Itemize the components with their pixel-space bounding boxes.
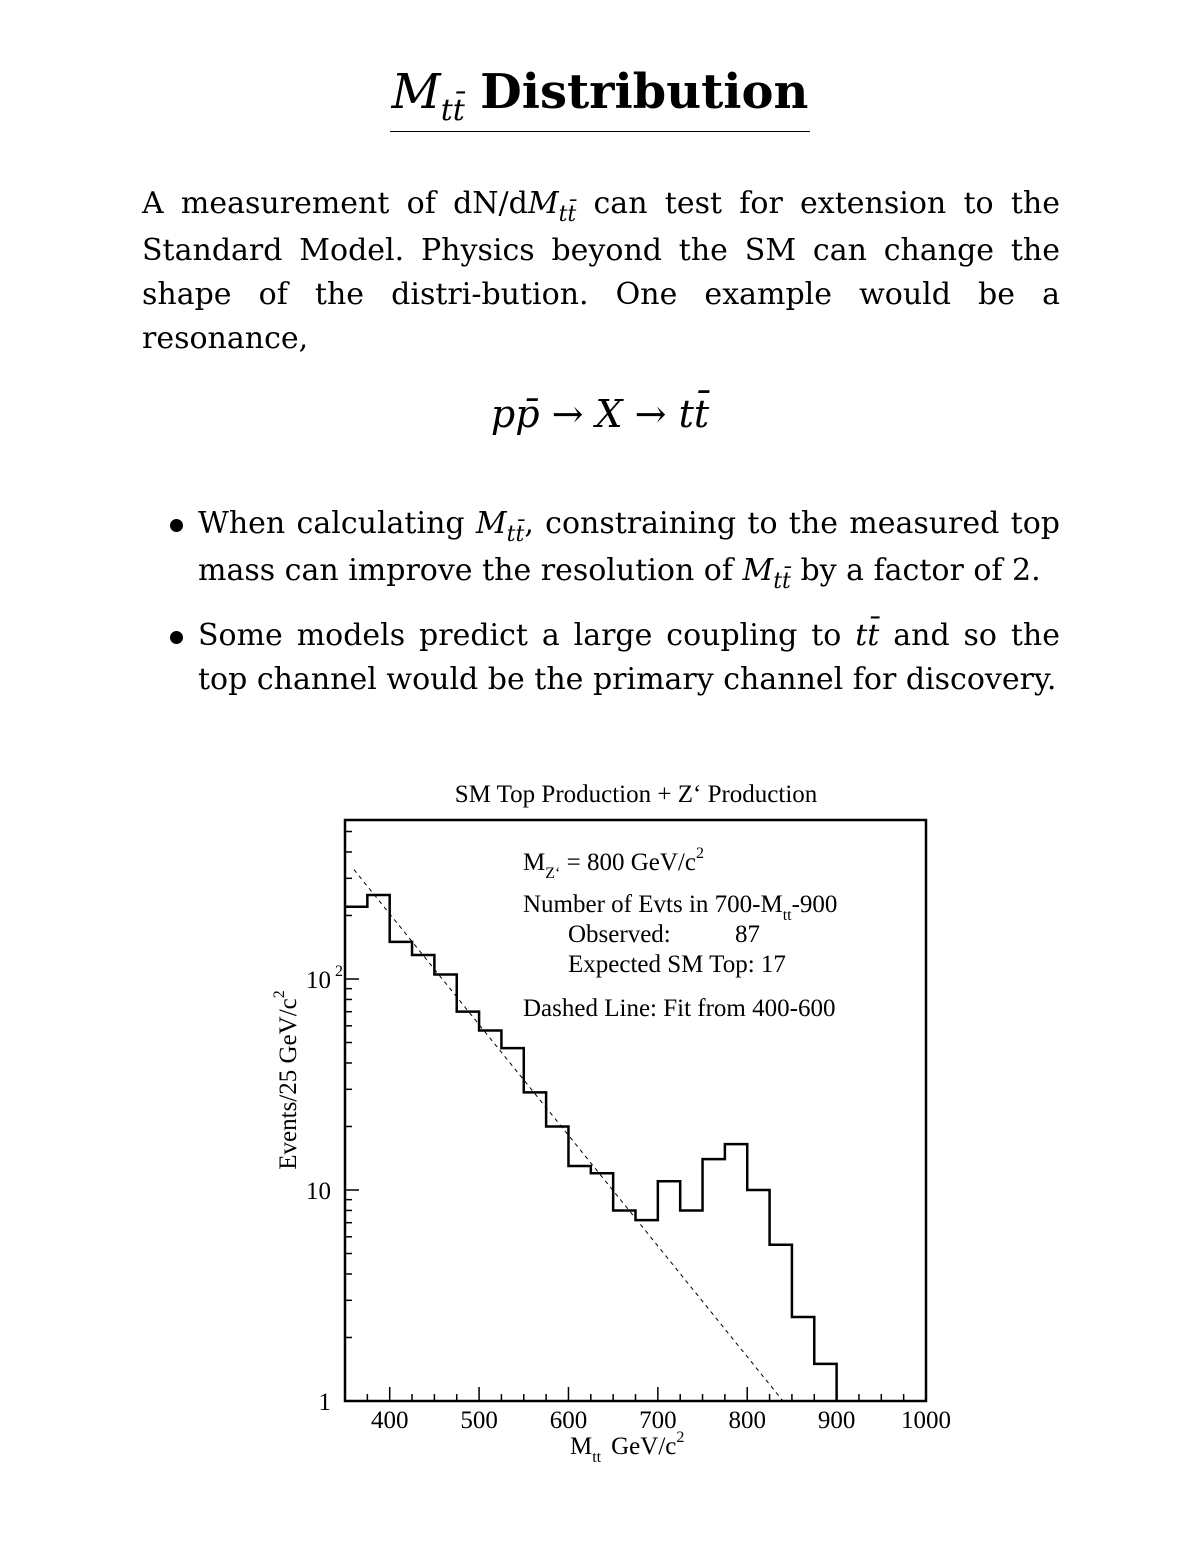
y-tick-label: 10 $^2$ [306, 963, 343, 994]
y-tick-labels [306, 963, 343, 1416]
dashed-line-note: Dashed Line: Fit from 400-600 [523, 995, 836, 1022]
x-tick-label: 400 [370, 1407, 409, 1434]
bullet-1-part-a: When calculating [198, 506, 476, 541]
intro-subscript: tt̄ [558, 202, 577, 227]
bullet-item [170, 502, 1060, 596]
title-symbol: M [391, 64, 441, 120]
resonance-equation: pp̄ → X → tt̄ [490, 392, 710, 436]
x-axis-label: $M_{tt}$ GeV/$c^2$ [570, 1429, 685, 1466]
annotation-box [523, 845, 837, 1022]
intro-paragraph [142, 182, 1060, 361]
bullet-item [170, 614, 1060, 702]
bullet-1-symbol-2: $M_{tt̄}$ [742, 553, 791, 594]
evts-annotation: Number of Evts in $700-M_{tt}-900$ [523, 891, 838, 924]
bullet-dot-icon [170, 631, 183, 644]
intro-symbol: M [527, 186, 559, 221]
y-tick-label: 1 [318, 1389, 331, 1416]
x-tick-label: 700 [639, 1407, 677, 1434]
x-tick-labels [371, 1407, 951, 1434]
bullet-dot-icon [170, 519, 183, 532]
bullet-1-part-c: by a factor of 2. [790, 553, 1041, 588]
title-subscript: tt̄ [440, 93, 465, 128]
bullet-2-part-a: Some models predict a large coupling to [198, 618, 856, 653]
x-tick-label: 800 [728, 1407, 766, 1434]
observed-value: 87 [735, 921, 760, 948]
intro-part-2: can test for extension to the Standard Model. Physics beyond the SM can change the shape of the distri-bution. One example would be a resonance, [142, 186, 1060, 356]
bullet-2-symbol: tt̄ [855, 618, 880, 653]
x-tick-label: 600 [549, 1407, 588, 1434]
page-title [0, 62, 1200, 132]
bullet-2-part-c: and so the top channel would be the primary channel for discovery. [198, 618, 1060, 697]
intro-part-1: A measurement of dN/d [142, 186, 528, 221]
mass-annotation: $M_{Z‘} = 800$ GeV/$c^2$ [523, 845, 704, 882]
bullet-1-symbol-1: $M_{tt̄}$ [475, 506, 525, 547]
x-tick-label: 500 [460, 1407, 498, 1434]
y-axis-label: Events/25 GeV/$c^2$ [271, 990, 302, 1170]
observed-label: Observed: [568, 921, 671, 948]
expected-annotation: Expected SM Top: 17 [568, 951, 786, 978]
title-text: Distribution [480, 64, 809, 120]
bullet-list [170, 502, 1060, 720]
chart-title: SM Top Production + Z‘ Production [454, 781, 818, 808]
x-tick-label: 1000 [901, 1407, 951, 1434]
mtt-histogram-chart [0, 760, 1200, 1500]
y-tick-label: 10 [306, 1178, 331, 1205]
bullet-1-part-b: , constraining to the measured top mass can improve the resolution of [198, 506, 1060, 588]
x-tick-label: 900 [817, 1407, 856, 1434]
